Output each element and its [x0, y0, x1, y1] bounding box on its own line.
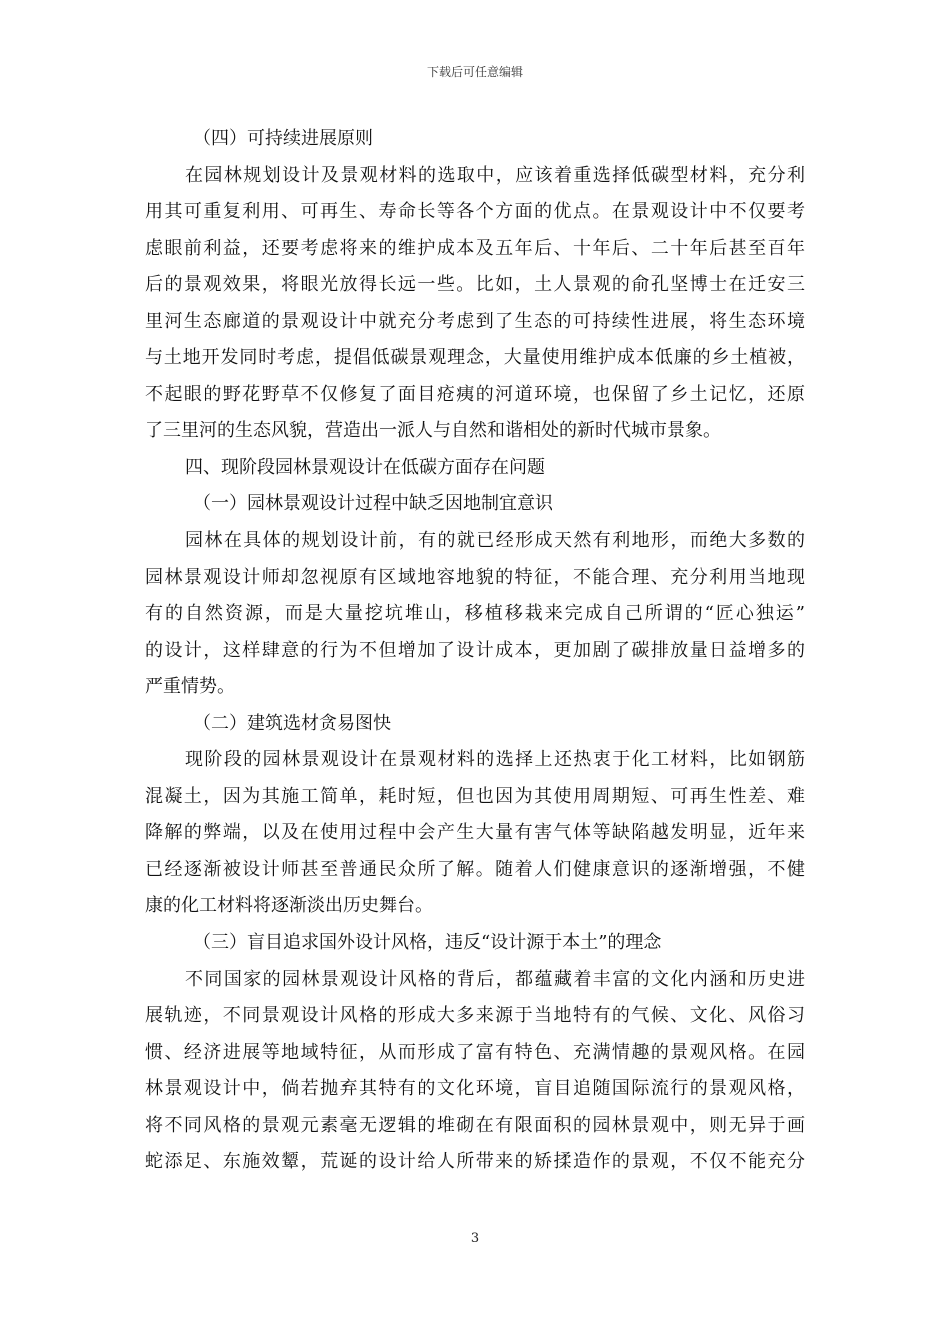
- paragraph-line: 与土地开发同时考虑，提倡低碳景观理念，大量使用维护成本低廉的乡土植被，: [145, 347, 806, 369]
- section-heading: （三）盲目追求国外设计风格，违反“设计源于本土”的理念: [193, 932, 662, 954]
- paragraph-line: 园林景观设计师却忽视原有区域地容地貌的特征，不能合理、充分利用当地现: [145, 566, 807, 588]
- paragraph-line: 虑眼前利益，还要考虑将来的维护成本及五年后、十年后、二十年后甚至百年: [145, 237, 807, 259]
- chapter-heading: 四、现阶段园林景观设计在低碳方面存在问题: [185, 456, 545, 478]
- section-heading: （一）园林景观设计过程中缺乏因地制宜意识: [193, 493, 553, 515]
- paragraph-line: 了三里河的生态风貌，营造出一派人与自然和谐相处的新时代城市景象。: [145, 420, 721, 442]
- section-heading: （四）可持续进展原则: [193, 128, 373, 149]
- paragraph-line: 有的自然资源，而是大量挖坑堆山，移植移栽来完成自己所谓的“匠心独运”: [145, 603, 807, 625]
- paragraph-line: 后的景观效果，将眼光放得长远一些。比如，土人景观的俞孔坚博士在迁安三: [145, 274, 807, 296]
- paragraph-line: 惯、经济进展等地域特征，从而形成了富有特色、充满情趣的景观风格。在园: [145, 1041, 807, 1063]
- paragraph-line: 不起眼的野花野草不仅修复了面目疮痍的河道环境，也保留了乡土记忆，还原: [145, 383, 807, 405]
- page-number: 3: [470, 1231, 480, 1246]
- document-body: [145, 121, 805, 1181]
- paragraph-line: 已经逐渐被设计师甚至普通民众所了解。随着人们健康意识的逐渐增强，不健: [145, 858, 807, 880]
- paragraph-line: 不同国家的园林景观设计风格的背后，都蕴藏着丰富的文化内涵和历史进: [185, 968, 807, 990]
- paragraph-line: 园林在具体的规划设计前，有的就已经形成天然有利地形，而绝大多数的: [185, 530, 807, 552]
- paragraph-line: 康的化工材料将逐渐淡出历史舞台。: [145, 895, 433, 917]
- paragraph-line: 的设计，这样肆意的行为不但增加了设计成本，更加剧了碳排放量日益增多的: [145, 639, 807, 661]
- section-heading: （二）建筑选材贪易图快: [193, 712, 391, 734]
- paragraph-line: 里河生态廊道的景观设计中就充分考虑到了生态的可持续性进展，将生态环境: [145, 310, 807, 332]
- paragraph-line: 用其可重复利用、可再生、寿命长等各个方面的优点。在景观设计中不仅要考: [145, 201, 807, 223]
- paragraph-line: 林景观设计中，倘若抛弃其特有的文化环境，盲目追随国际流行的景观风格，: [145, 1078, 807, 1100]
- paragraph-line: 蛇添足、东施效颦，荒诞的设计给人所带来的矫揉造作的景观，不仅不能充分: [145, 1151, 807, 1173]
- paragraph-line: 混凝土，因为其施工简单，耗时短，但也因为其使用周期短、可再生性差、难: [145, 785, 807, 807]
- page-header: 下载后可任意编辑: [426, 65, 523, 79]
- paragraph-line: 将不同风格的景观元素毫无逻辑的堆砌在有限面积的园林景观中，则无异于画: [145, 1114, 807, 1136]
- paragraph-line: 严重情势。: [145, 676, 235, 698]
- paragraph-line: 现阶段的园林景观设计在景观材料的选择上还热衷于化工材料，比如钢筋: [185, 749, 807, 771]
- paragraph-line: 在园林规划设计及景观材料的选取中，应该着重选择低碳型材料，充分利: [185, 164, 807, 186]
- paragraph-line: 降解的弊端，以及在使用过程中会产生大量有害气体等缺陷越发明显，近年来: [145, 822, 807, 844]
- paragraph-line: 展轨迹，不同景观设计风格的形成大多来源于当地特有的气候、文化、风俗习: [145, 1005, 807, 1027]
